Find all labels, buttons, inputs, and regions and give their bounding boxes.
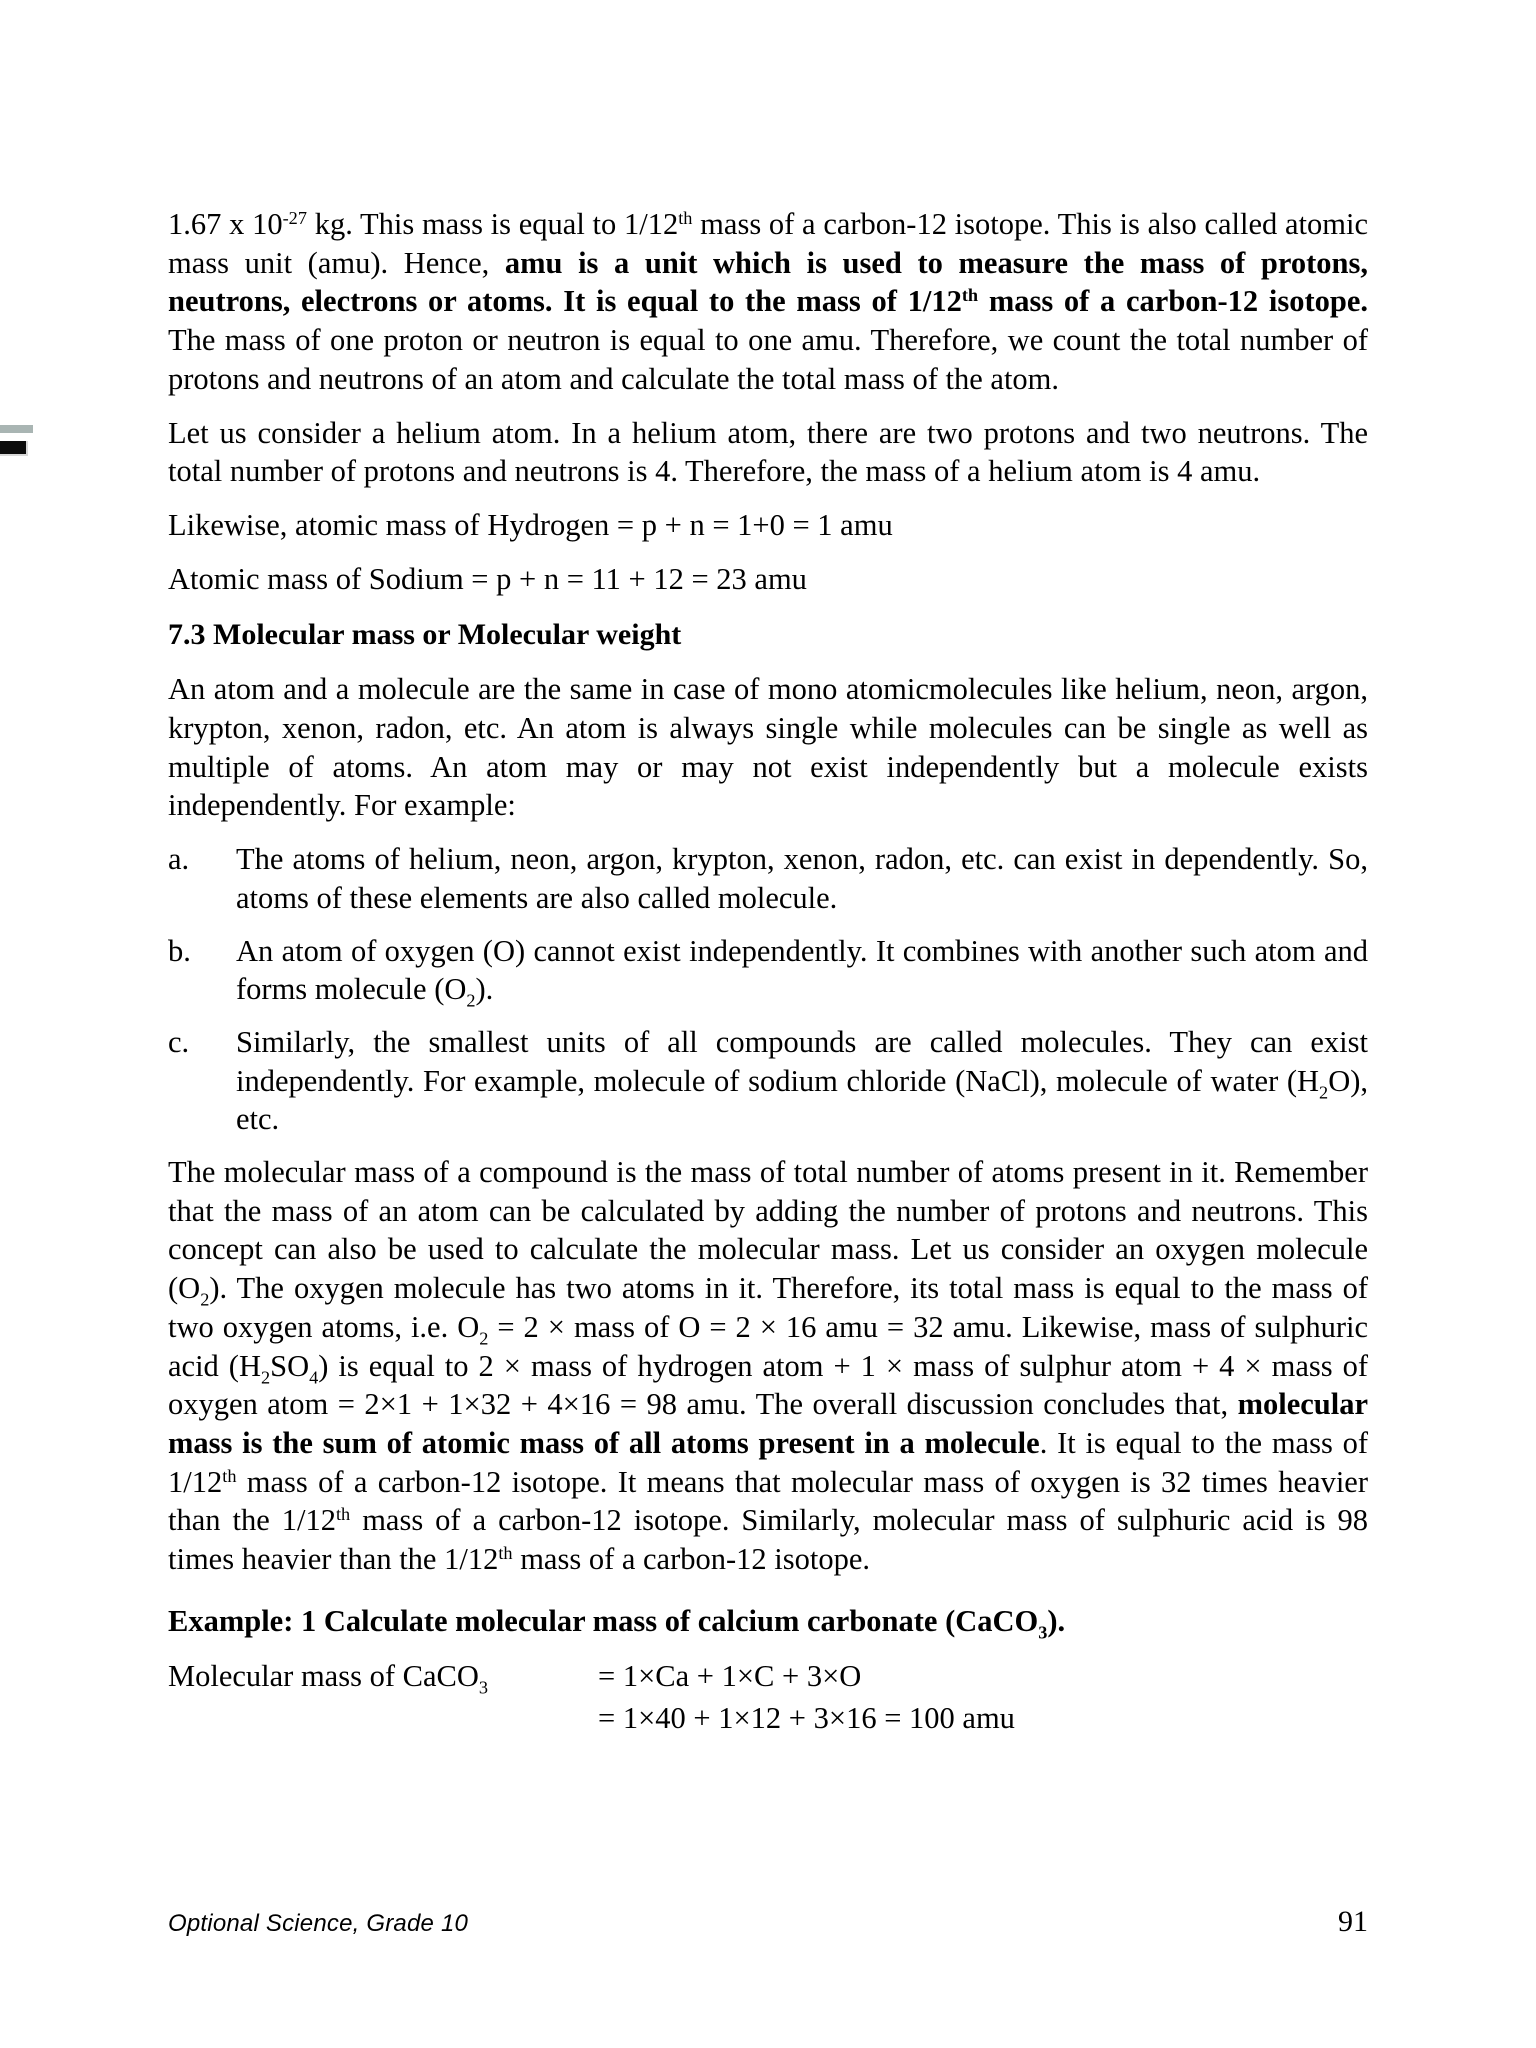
margin-mark-black [0,441,28,456]
subscript-formula: 3 [478,1677,489,1698]
text-segment: mass of a carbon-12 isotope. [512,1542,870,1577]
footer-page-number: 91 [1338,1905,1368,1938]
superscript-ordinal: th [222,1465,237,1486]
equation-right-side: = 1×40 + 1×12 + 3×16 = 100 amu [598,1700,1015,1735]
text-segment: = 2 × mass of O = 2 × 16 amu = 32 amu. Likewise, mass of sulphuric acid (H [168,1309,1368,1383]
list-item-text: O), etc. [236,1063,1368,1137]
bold-text-segment: molecular mass is the sum of atomic mass of all atoms present in a molecule [168,1387,1368,1460]
subscript-formula: 2 [479,1328,489,1349]
superscript-ordinal: th [678,207,693,228]
paragraph-molecular-mass-definition [168,1153,1368,1579]
list-item-marker: c. [168,1024,190,1059]
list-item [168,1023,1368,1139]
text-segment: ) is equal to 2 × mass of hydrogen atom + 1 × mass of sulphur atom + 4 × mass of oxygen atom = 2×1 + 1×32 + 4×16 = 98 amu. The overall discussion concludes that, [168,1348,1368,1422]
superscript-exponent: -27 [282,207,307,228]
subscript-formula: 2 [1319,1082,1329,1103]
list-item-text: An atom of oxygen (O) cannot exist independently. It combines with another such atom and forms molecule (O [236,933,1368,1007]
subscript-formula: 2 [466,990,476,1011]
superscript-ordinal: th [335,1504,351,1525]
page-footer [168,1905,1368,1939]
text-segment: SO [270,1348,310,1383]
margin-mark-gray [0,425,33,433]
paragraph-atom-vs-molecule: An atom and a molecule are the same in case of mono atomicmolecules like helium, neon, argon, krypton, xenon, radon, etc. An atom is always single while molecules can be single as well as multiple of atoms. An atom may or may not exist independently but a molecule exists independently. For example: [168,672,1368,823]
equation-row [168,1655,1368,1697]
text-segment: . It is equal to the mass of 1/12 [168,1425,1368,1499]
line-hydrogen-atomic-mass: Likewise, atomic mass of Hydrogen = p + n = 1+0 = 1 amu [168,507,893,542]
text-segment: mass of a carbon-12 isotope. It means that molecular mass of oxygen is 32 times heavier than the 1/12 [168,1464,1368,1538]
equation-left-side [168,1655,598,1697]
subscript-formula: 2 [200,1289,210,1310]
list-item-text: Similarly, the smallest units of all compounds are called molecules. They can exist independently. For example, molecule of sodium chloride (NaCl), molecule of water (H [236,1024,1368,1098]
text-segment: ). The oxygen molecule has two atoms in it. Therefore, its total mass is equal to the mass of two oxygen atoms, i.e. O [168,1271,1368,1344]
text-segment: mass of a carbon-12 isotope. Similarly, molecular mass of sulphuric acid is 98 times heavier than the 1/12 [168,1503,1368,1577]
paragraph-helium-example: Let us consider a helium atom. In a helium atom, there are two protons and two neutrons. The total number of protons and neutrons is 4. Therefore, the mass of a helium atom is 4 amu. [168,415,1368,489]
section-heading-7-3: 7.3 Molecular mass or Molecular weight [168,618,682,652]
equation-right-side: = 1×Ca + 1×C + 3×O [598,1658,862,1693]
list-item-marker: a. [168,842,190,877]
bold-text-segment: mass of a carbon-12 isotope. [978,284,1368,319]
superscript-ordinal: th [961,285,979,306]
list-item-marker: b. [168,933,191,968]
list-item [168,932,1368,1009]
superscript-ordinal: th [498,1543,513,1564]
list-item-text: The atoms of helium, neon, argon, krypton, xenon, radon, etc. can exist in dependently. So, atoms of these elements are also called molecule. [236,842,1368,915]
lettered-list [168,840,1368,1139]
text-segment: ). [1047,1603,1066,1638]
example-heading [168,1601,1368,1641]
text-segment: 1.67 x 10 [168,207,283,241]
subscript-formula: 3 [1038,1622,1048,1643]
footer-book-title: Optional Science, Grade 10 [168,1910,469,1937]
subscript-formula: 2 [260,1367,271,1388]
text-segment: kg. This mass is equal to 1/12 [306,207,679,241]
list-item-text: ). [475,972,494,1007]
text-segment: The mass of one proton or neutron is equal to one amu. Therefore, we count the total number of protons and neutrons of an atom and calculate the total mass of the atom. [168,323,1368,396]
equation-row [168,1697,1368,1739]
list-item [168,840,1368,917]
example-equations [168,1655,1368,1739]
text-segment: Molecular mass of CaCO [168,1658,479,1693]
text-segment: The molecular mass of a compound is the mass of total number of atoms present in it. Remember that the mass of an atom can be calculated by adding the number of protons and neutrons. This concept can also be used to calculate the molecular mass. Let us consider an oxygen molecule (O [168,1155,1368,1306]
line-sodium-atomic-mass: Atomic mass of Sodium = p + n = 11 + 12 = 23 amu [168,561,807,596]
page-content [168,205,1368,1743]
bold-text-segment: amu is a unit which is used to measure the mass of protons, neutrons, electrons or atoms. It is equal to the mass of 1/12 [168,245,1368,319]
text-segment: Example: 1 Calculate molecular mass of calcium carbonate (CaCO [168,1603,1039,1638]
subscript-formula: 4 [309,1367,319,1388]
page-binding-marks [0,425,40,465]
paragraph-atomic-mass-unit [168,205,1368,399]
text-segment: mass of a carbon-12 isotope. This is also called atomic mass unit (amu). Hence, [168,207,1369,280]
